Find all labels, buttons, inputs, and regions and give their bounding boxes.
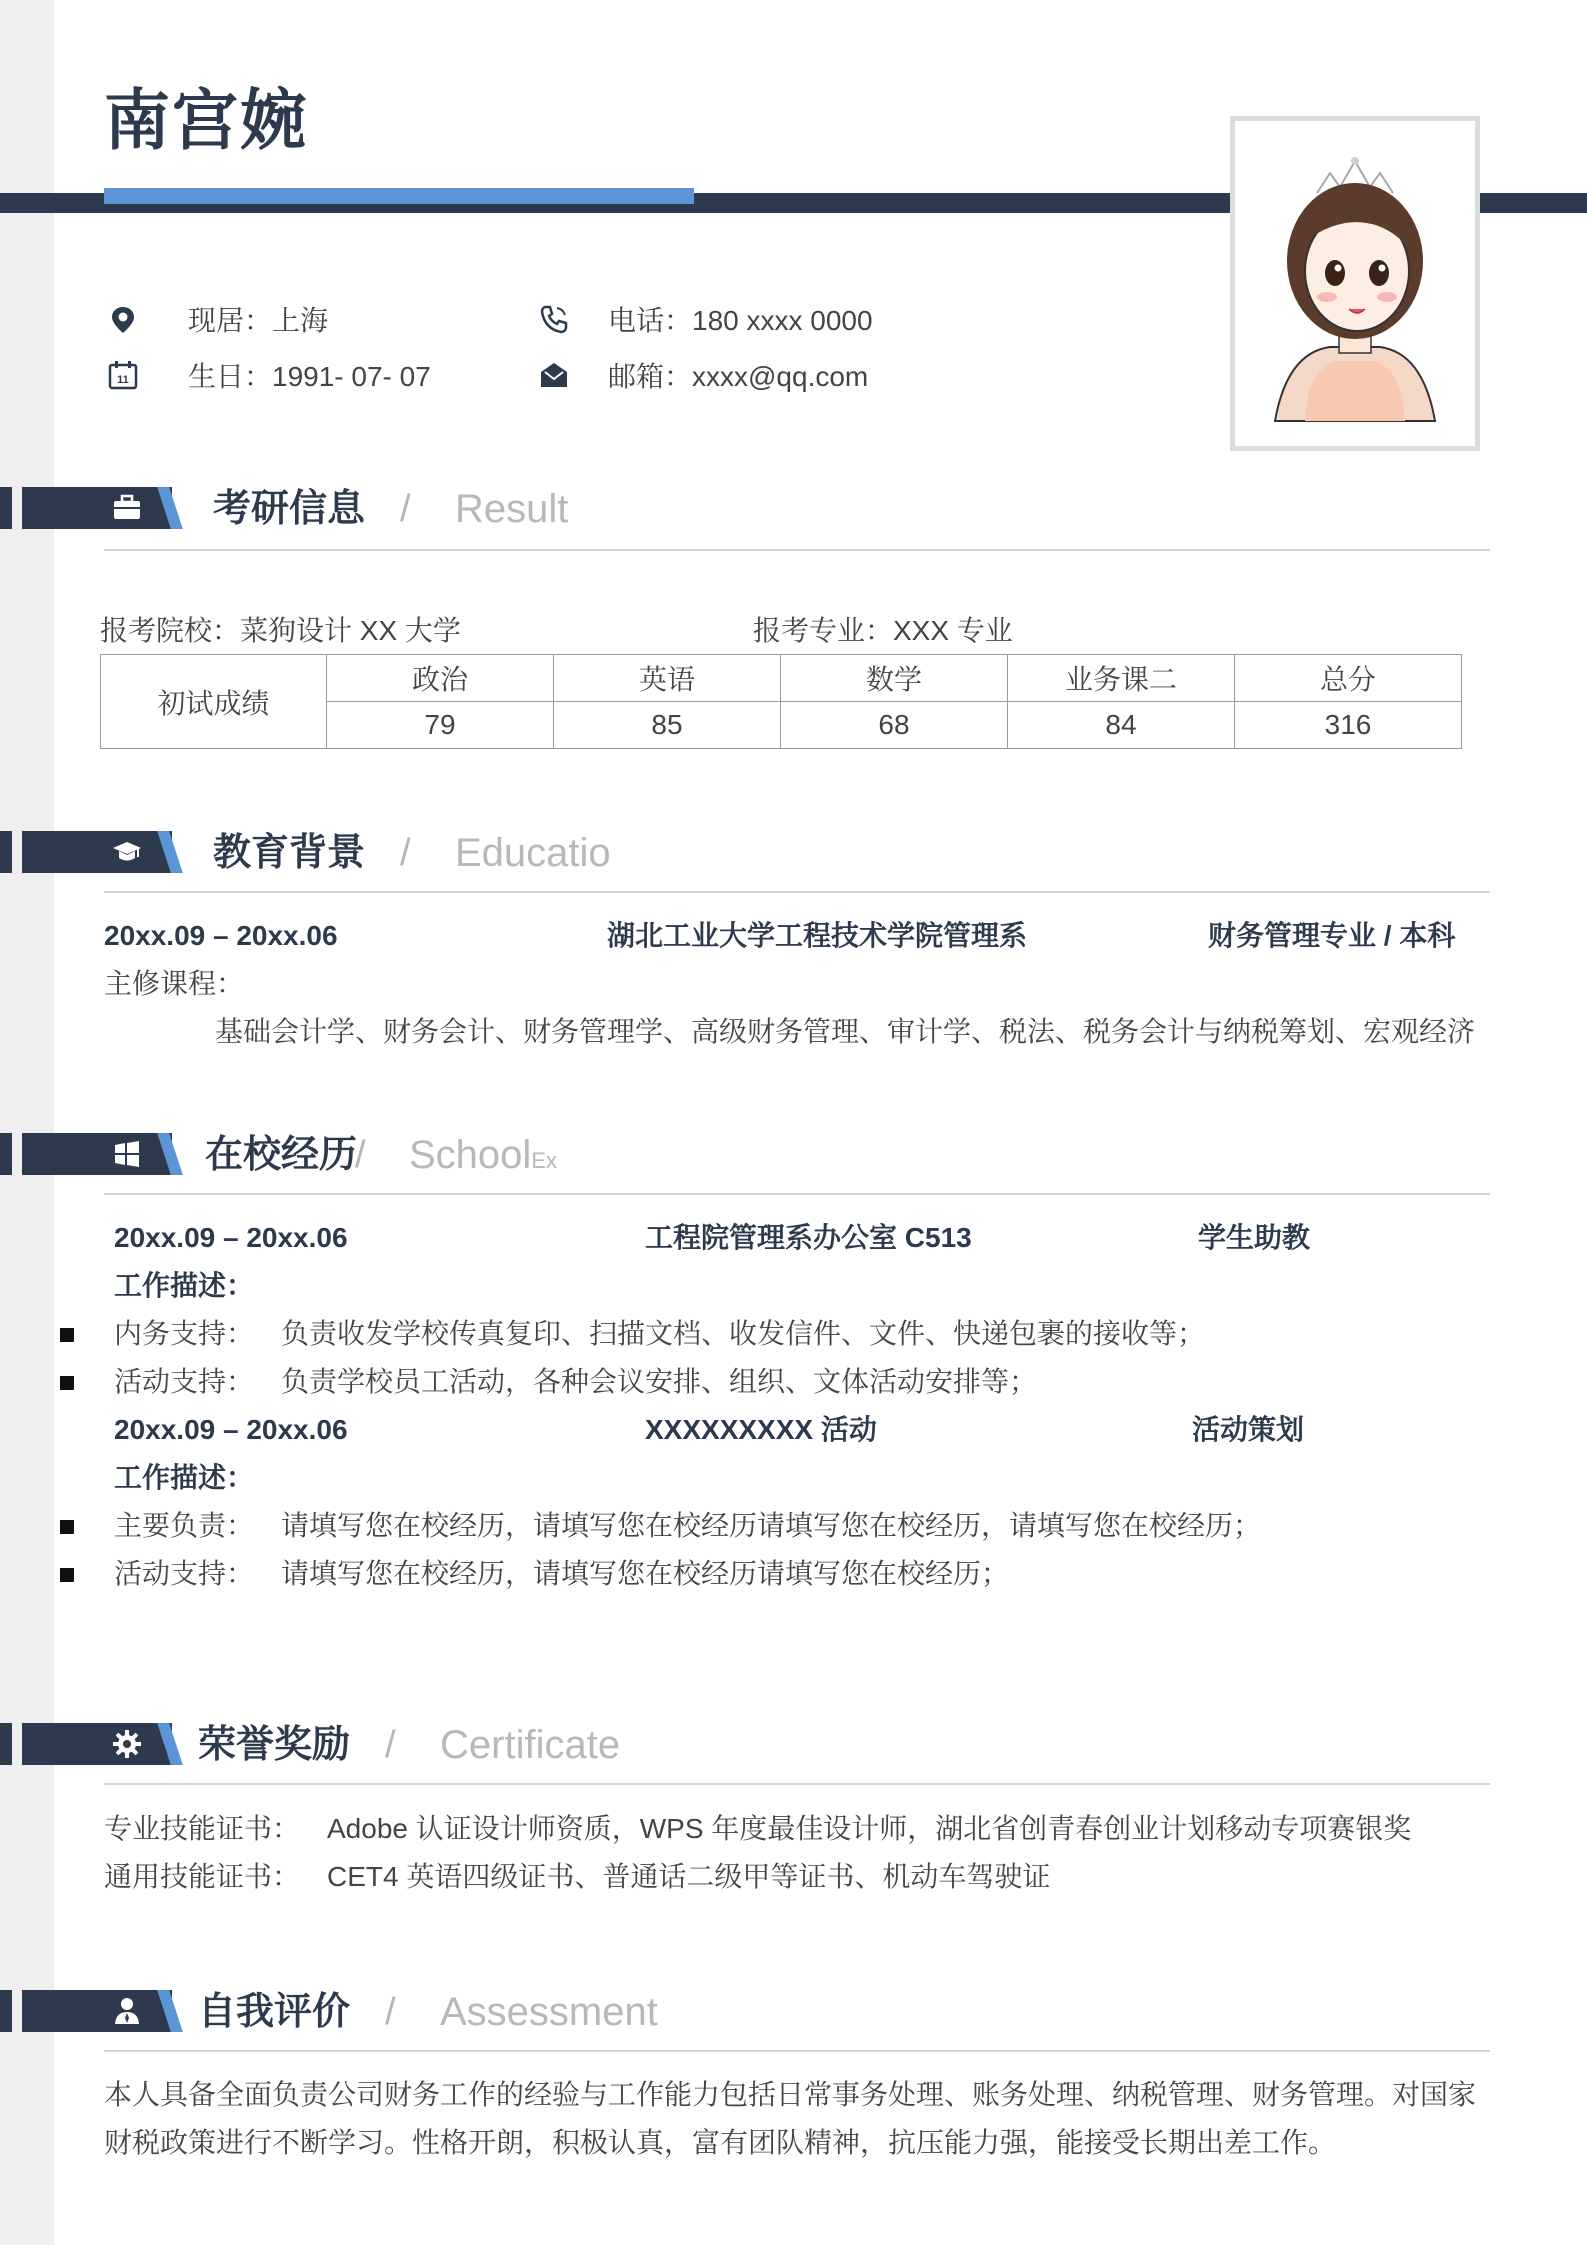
section-en-self: Assessment [440, 1990, 658, 2034]
courses-text: 基础会计学、财务会计、财务管理学、高级财务管理、审计学、税法、税务会计与纳税筹划、宏观经济 [215, 1016, 1476, 1047]
location-pin-icon [108, 305, 138, 335]
envelope-icon [539, 360, 569, 390]
section-en-school-sub: Ex [531, 1148, 557, 1173]
score-table [100, 654, 1462, 749]
section-en-honors: Certificate [440, 1723, 621, 1767]
section-slash: / [355, 1134, 366, 1176]
table-header-cell: 政治 [327, 655, 554, 702]
education-period: 20xx.09 – 20xx.06 [104, 920, 338, 951]
courses-label: 主修课程： [104, 968, 245, 999]
section-title-result: 考研信息 [213, 488, 366, 530]
section-title-school: 在校经历 [205, 1134, 358, 1176]
work-item-label: 内务支持： [114, 1318, 255, 1349]
score-row-label: 初试成绩 [101, 655, 327, 749]
section-header-bar-education [0, 831, 180, 873]
experience-role: 活动策划 [1192, 1414, 1305, 1445]
bullet-square [60, 1520, 74, 1534]
work-item-label: 主要负责： [114, 1510, 255, 1541]
cert-text: CET4 英语四级证书、普通话二级甲等证书、机动车驾驶证 [327, 1861, 1051, 1892]
birthday-text: 生日：1991- 07- 07 [188, 361, 431, 392]
table-cell: 68 [781, 702, 1008, 749]
section-header-bar-self [0, 1990, 180, 2032]
table-cell: 84 [1008, 702, 1235, 749]
resume-name: 南宫婉 [104, 83, 308, 157]
work-item-text: 负责学校员工活动，各种会议安排、组织、文体活动安排等； [281, 1366, 1038, 1397]
table-cell: 316 [1235, 702, 1462, 749]
work-desc-label: 工作描述： [114, 1270, 255, 1301]
avatar-illustration [1235, 121, 1475, 446]
cert-label: 通用技能证书： [104, 1861, 301, 1892]
experience-role: 学生助教 [1198, 1222, 1311, 1253]
header-accent-bar [104, 188, 694, 204]
bullet-square [60, 1328, 74, 1342]
experience-period: 20xx.09 – 20xx.06 [114, 1222, 348, 1253]
self-eval-line: 财税政策进行不断学习。性格开朗，积极认真，富有团队精神，抗压能力强，能接受长期出差工作。 [104, 2127, 1337, 2158]
table-header-cell: 总分 [1235, 655, 1462, 702]
section-divider [104, 549, 1490, 551]
cert-text: Adobe 认证设计师资质，WPS 年度最佳设计师，湖北省创青春创业计划移动专项赛银奖 [327, 1813, 1412, 1844]
applied-school: 报考院校：菜狗设计 XX 大学 [100, 615, 461, 646]
person-icon [112, 1996, 142, 2026]
table-header-cell: 业务课二 [1008, 655, 1235, 702]
section-en-school [409, 1132, 557, 1184]
email-text: 邮箱：xxxx@qq.com [608, 361, 869, 392]
work-item-text: 负责收发学校传真复印、扫描文档、收发信件、文件、快递包裹的接收等； [281, 1318, 1206, 1349]
section-header-bar-honors [0, 1723, 180, 1765]
work-item-text: 请填写您在校经历，请填写您在校经历请填写您在校经历，请填写您在校经历； [281, 1510, 1262, 1541]
calendar-icon [108, 360, 138, 390]
section-en-school-main: School [409, 1133, 532, 1177]
cert-label: 专业技能证书： [104, 1813, 301, 1844]
section-slash: / [385, 1991, 396, 2033]
education-major: 财务管理专业 / 本科 [1208, 920, 1456, 951]
work-desc-label: 工作描述： [114, 1462, 255, 1493]
gear-icon [112, 1729, 142, 1759]
work-item-label: 活动支持： [114, 1366, 255, 1397]
section-title-honors: 荣誉奖励 [198, 1724, 351, 1766]
section-slash: / [385, 1724, 396, 1766]
section-slash: / [400, 832, 411, 874]
section-divider [104, 1193, 1490, 1195]
bullet-square [60, 1568, 74, 1582]
table-row [101, 655, 1462, 702]
phone-text: 电话：180 xxxx 0000 [608, 305, 873, 336]
section-divider [104, 1783, 1490, 1785]
bullet-square [60, 1376, 74, 1390]
section-header-bar-school [0, 1133, 180, 1175]
windows-grid-icon [112, 1139, 142, 1169]
table-header-cell: 英语 [554, 655, 781, 702]
left-margin-strip [0, 0, 54, 2245]
work-item-label: 活动支持： [114, 1558, 255, 1589]
table-cell: 85 [554, 702, 781, 749]
phone-icon [539, 304, 569, 334]
graduation-cap-icon [112, 837, 142, 867]
applied-major: 报考专业：XXX 专业 [753, 615, 1013, 646]
table-cell: 79 [327, 702, 554, 749]
profile-photo [1230, 116, 1480, 451]
briefcase-icon [112, 493, 142, 523]
section-divider [104, 891, 1490, 893]
section-header-bar-result [0, 487, 180, 529]
experience-period: 20xx.09 – 20xx.06 [114, 1414, 348, 1445]
experience-org: XXXXXXXXX 活动 [645, 1414, 877, 1445]
education-school: 湖北工业大学工程技术学院管理系 [607, 920, 1028, 951]
section-en-education: Educatio [455, 831, 611, 875]
section-title-education: 教育背景 [213, 832, 366, 874]
experience-org: 工程院管理系办公室 C513 [645, 1222, 972, 1253]
table-header-cell: 数学 [781, 655, 1008, 702]
location-text: 现居：上海 [188, 305, 329, 336]
self-eval-line: 本人具备全面负责公司财务工作的经验与工作能力包括日常事务处理、账务处理、纳税管理、财务管理。对国家 [104, 2079, 1477, 2110]
work-item-text: 请填写您在校经历，请填写您在校经历请填写您在校经历； [281, 1558, 1010, 1589]
section-en-result: Result [455, 487, 569, 531]
section-title-self: 自我评价 [198, 1991, 351, 2033]
calendar-day: 11 [117, 374, 129, 386]
section-divider [104, 2050, 1490, 2052]
section-slash: / [400, 488, 411, 530]
